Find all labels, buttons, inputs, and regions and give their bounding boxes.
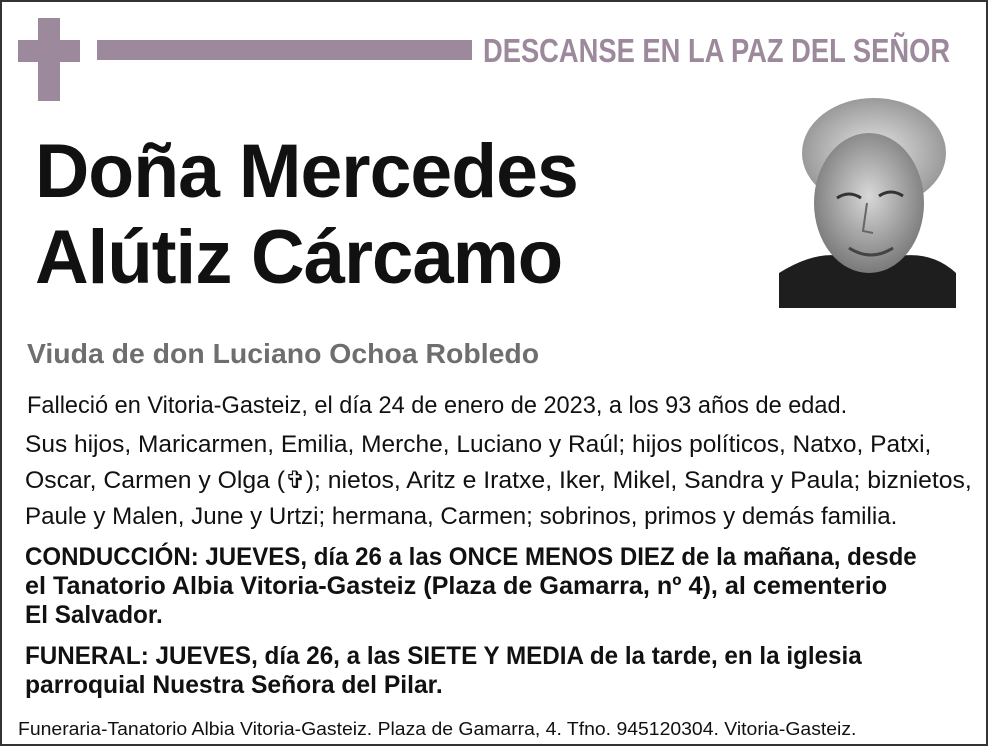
funeral-line: FUNERAL: JUEVES, día 26, a las SIETE Y MEDIA de la tarde, en la iglesia	[25, 642, 862, 670]
name-line-1: Doña Mercedes	[35, 129, 578, 214]
family-line: Oscar, Carmen y Olga (✞); nietos, Aritz e Iratxe, Iker, Mikel, Sandra y Paula; biznietos,	[25, 467, 972, 494]
cross-horizontal	[18, 40, 80, 62]
conduccion-line: El Salvador.	[25, 601, 163, 629]
header-title: DESCANSE EN LA PAZ DEL SEÑOR	[483, 32, 951, 69]
name-line-2: Alútiz Cárcamo	[35, 215, 563, 300]
subtitle-widow: Viuda de don Luciano Ochoa Robledo	[27, 338, 540, 369]
funeral-line: parroquial Nuestra Señora del Pilar.	[25, 671, 443, 699]
header-rule	[97, 40, 472, 60]
family-line: Sus hijos, Maricarmen, Emilia, Merche, Luciano y Raúl; hijos políticos, Natxo, Patxi,	[25, 431, 932, 458]
family-line: Paule y Malen, June y Urtzi; hermana, Carmen; sobrinos, primos y demás familia.	[25, 503, 898, 530]
conduccion-line: el Tanatorio Albia Vitoria-Gasteiz (Plaza de Gamarra, nº 4), al cementerio	[25, 572, 888, 600]
funeral-home-footer: Funeraria-Tanatorio Albia Vitoria-Gasteiz. Plaza de Gamarra, 4. Tfno. 945120304. Vitoria-Gasteiz.	[18, 719, 857, 739]
portrait-photo	[779, 98, 956, 308]
death-notice: Falleció en Vitoria-Gasteiz, el día 24 de enero de 2023, a los 93 años de edad.	[27, 392, 848, 419]
conduccion-line: CONDUCCIÓN: JUEVES, día 26 a las ONCE MENOS DIEZ de la mañana, desde	[25, 543, 917, 571]
